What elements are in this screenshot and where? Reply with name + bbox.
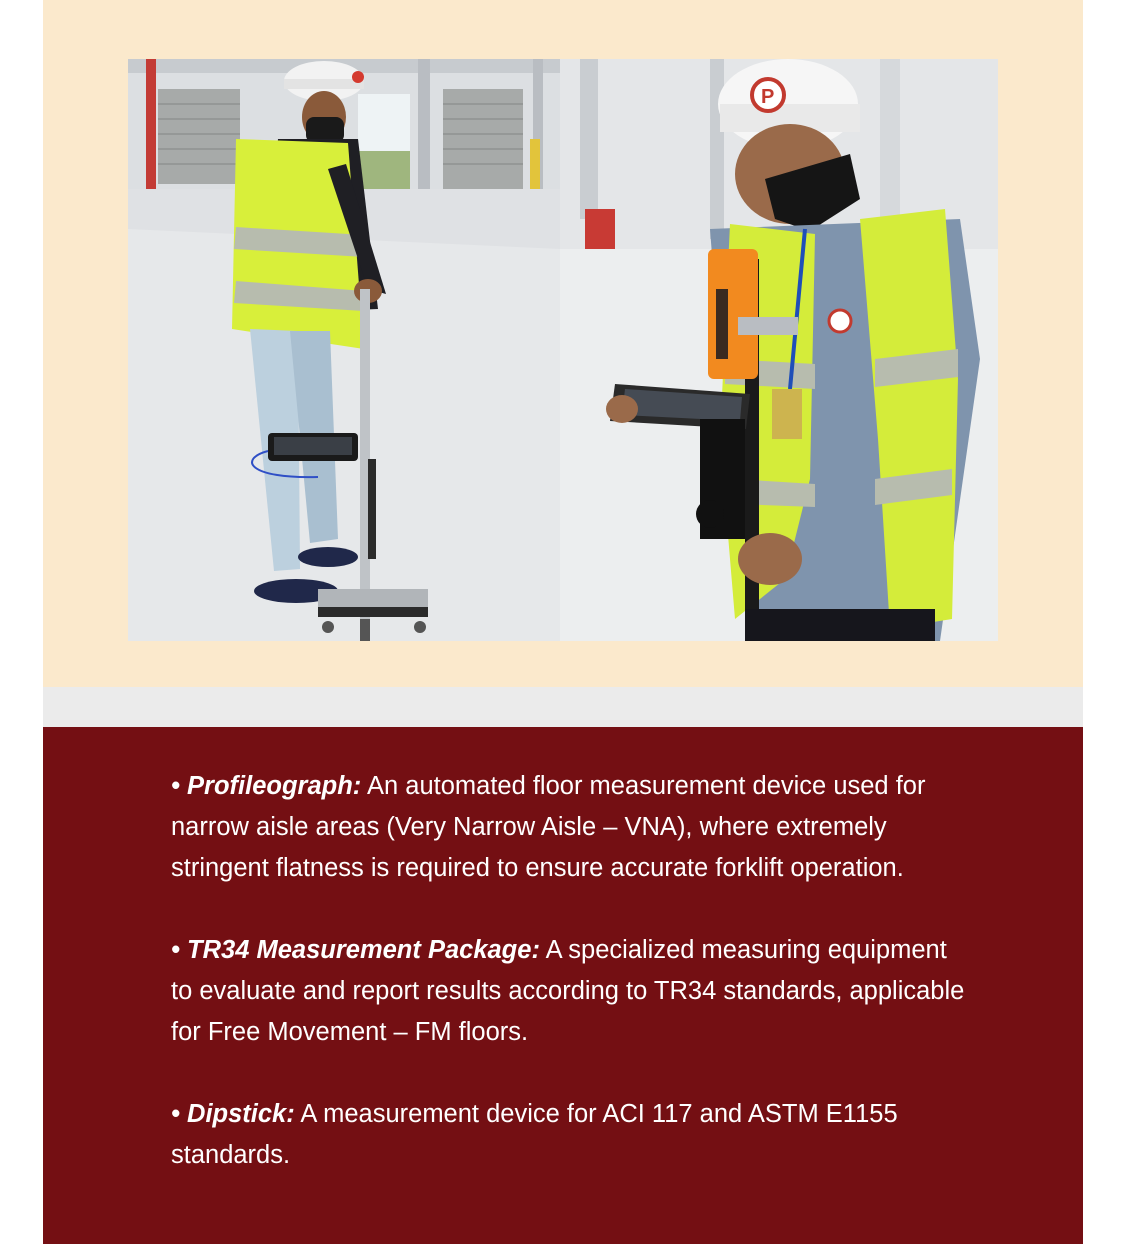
photo-panel (43, 0, 1083, 687)
profileograph-photo (128, 59, 560, 641)
description-dipstick: A measurement device for ACI 117 and ASTM E1155 standards. (171, 1100, 898, 1169)
term-tr34: TR34 Measurement Package: (187, 936, 540, 964)
description-profileograph: An automated floor measurement device used for narrow aisle areas (Very Narrow Aisle – VNA), where extremely stringent flatness is required to ensure accurate forklift operation. (171, 772, 926, 882)
description-tr34: A specialized measuring equipment to evaluate and report results according to TR34 standards, applicable for Free Movement – FM floors. (171, 936, 965, 1046)
term-dipstick: Dipstick: (187, 1100, 295, 1128)
helmet-logo-text: P (761, 86, 775, 108)
tr34-package-photo (560, 59, 998, 641)
bullet: • (171, 936, 180, 964)
list-item-dipstick (171, 1094, 971, 1176)
term-profileograph: Profileograph: (187, 772, 362, 800)
bullet: • (171, 1100, 180, 1128)
divider-band (43, 687, 1083, 727)
bullet: • (171, 772, 180, 800)
profileograph-illustration (128, 59, 560, 641)
content-card (43, 0, 1083, 1244)
equipment-list (171, 766, 971, 1176)
list-item-tr34 (171, 930, 971, 1053)
list-item-profileograph (171, 766, 971, 889)
tr34-package-illustration (560, 59, 998, 641)
